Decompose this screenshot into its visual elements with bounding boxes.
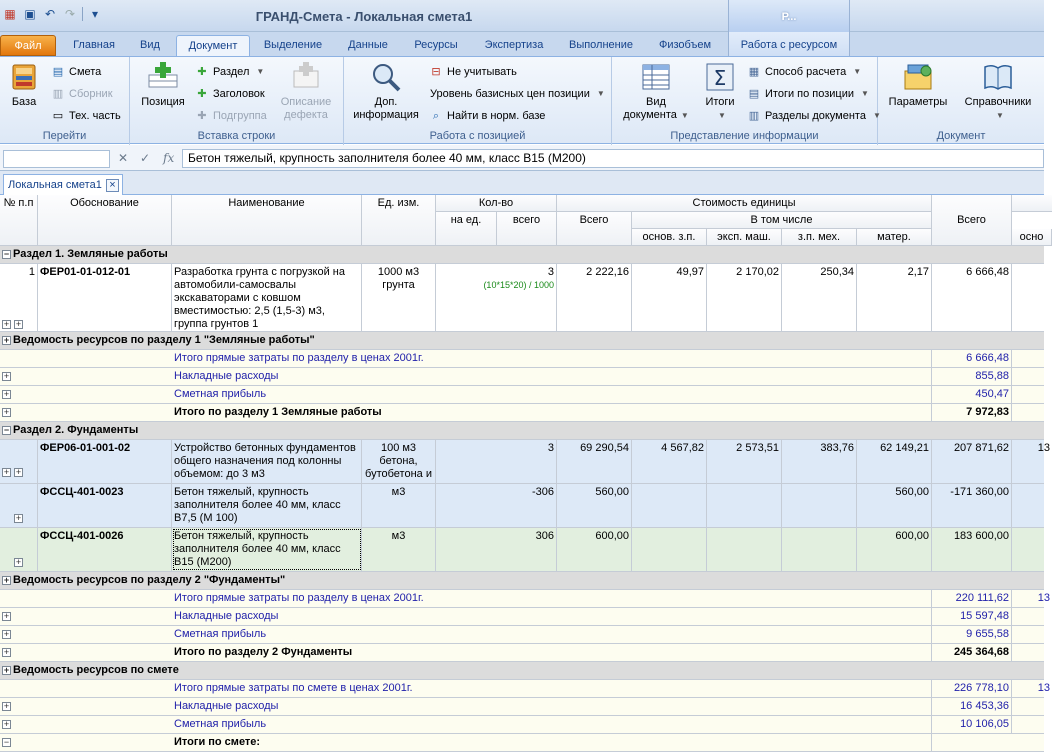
resource-sheet-title: Ведомость ресурсов по смете [13, 664, 179, 676]
group-view-info [612, 57, 881, 145]
materials: 62 149,21 [857, 440, 932, 483]
group-goto [0, 57, 130, 145]
add-header-icon: ✚ [197, 88, 207, 100]
base-salary: 4 567,82 [632, 440, 707, 483]
summary-label: Итоги по смете: [172, 734, 932, 751]
header-per-unit[interactable]: на ед. [436, 212, 497, 246]
summary-value: 220 111,62 [932, 590, 1012, 607]
name-box[interactable] [3, 150, 110, 168]
chevron-down-icon: ▼ [256, 67, 265, 76]
tab-file[interactable]: Файл [0, 35, 56, 56]
summary-row[interactable] [0, 404, 1044, 422]
expand-icon[interactable]: + [3, 335, 10, 345]
resource-sheet-row[interactable] [0, 572, 1044, 590]
summary-row[interactable] [0, 644, 1044, 662]
svg-text:Σ: Σ [713, 66, 727, 90]
summary-value: 9 655,58 [932, 626, 1012, 643]
header-button[interactable] [194, 85, 265, 103]
collapse-icon[interactable]: − [3, 425, 10, 435]
group-document-label: Документ [936, 130, 986, 142]
unit: м3 [362, 528, 436, 571]
base-button[interactable] [6, 61, 42, 109]
unit-cost: 69 290,54 [557, 440, 632, 483]
summary-value: 450,47 [932, 386, 1012, 403]
add-section-icon: ✚ [197, 66, 207, 78]
summary-row[interactable] [0, 716, 1044, 734]
references-label: Справочники [964, 96, 1032, 108]
calc-method-label: Способ расчета [765, 66, 847, 78]
chevron-down-icon: ▼ [996, 111, 1004, 120]
summary-value: 245 364,68 [932, 644, 1012, 661]
doc-sections-button[interactable] [746, 107, 881, 125]
summary-label: Итого по разделу 2 Фундаменты [172, 644, 932, 661]
doc-sections-icon: ▥ [748, 110, 760, 122]
price-level-button[interactable] [430, 85, 605, 103]
expand-icon[interactable]: + [3, 389, 10, 399]
materials: 2,17 [857, 264, 932, 331]
grid-header [0, 195, 1044, 246]
summary-value: 15 597,48 [932, 608, 1012, 625]
calc-method-icon: ▦ [748, 66, 760, 78]
machine-cost: 2 573,51 [707, 440, 782, 483]
additional-info-label: Доп. информация [353, 96, 419, 121]
header-materials[interactable]: матер. [857, 229, 932, 246]
tech-part-button[interactable] [50, 107, 121, 125]
quantity-formula: (10*15*20) / 1000 [483, 280, 554, 290]
summary-row[interactable] [0, 386, 1044, 404]
defect-description-button[interactable] [276, 61, 336, 122]
tab-home[interactable]: Главная [73, 39, 115, 51]
customize-qat-icon[interactable]: ▾ [91, 7, 99, 21]
position-button[interactable] [138, 61, 188, 109]
summary-label: Сметная прибыль [172, 626, 932, 643]
summary-value: 10 106,05 [932, 716, 1012, 733]
summary-row[interactable] [0, 368, 1044, 386]
totals-button[interactable] [700, 61, 740, 122]
unit: 1000 м3 грунта [362, 264, 436, 331]
window-title: ГРАНД-Смета - Локальная смета1 [255, 9, 473, 24]
total: 207 871,62 [932, 440, 1012, 483]
extra-value: 13 [1037, 682, 1050, 694]
mech-salary: 383,76 [782, 440, 857, 483]
app-icon[interactable]: ▦ [4, 7, 16, 21]
tab-selection[interactable]: Выделение [263, 39, 323, 51]
machine-cost [707, 484, 782, 527]
expand-icon[interactable]: + [3, 647, 10, 657]
total: 183 600,00 [932, 528, 1012, 571]
summary-row[interactable] [0, 608, 1044, 626]
extra-value: 13 [1037, 442, 1050, 454]
chevron-down-icon: ▼ [596, 89, 605, 98]
table-row[interactable] [0, 440, 1050, 484]
find-icon: ⌕ [432, 110, 440, 122]
header-mech-salary[interactable]: з.п. мех. [782, 229, 857, 246]
collection-icon: ▥ [52, 88, 64, 100]
item-name: Устройство бетонных фундаментов общего назначения под колонны объемом: до 3 м3 [172, 440, 362, 483]
magnifier-icon [370, 61, 402, 93]
group-insert-row [130, 57, 344, 145]
ignore-label: Не учитывать [447, 66, 517, 78]
estimate-icon: ▤ [52, 66, 64, 78]
summary-label: Итого прямые затраты по разделу в ценах 2001г. [172, 350, 932, 367]
header-base[interactable]: осно [1012, 229, 1052, 246]
document-icon: ▭ [52, 110, 64, 122]
justification-code: ФССЦ-401-0023 [38, 484, 172, 527]
ribbon [0, 56, 1044, 144]
find-in-base-button[interactable] [428, 107, 545, 125]
save-icon[interactable]: ▣ [24, 7, 36, 21]
base-salary [632, 484, 707, 527]
formula-bar [0, 145, 1044, 171]
group-insert-label: Вставка строки [197, 130, 276, 142]
resource-sheet-title: Ведомость ресурсов по разделу 1 "Земляные работы" [13, 334, 315, 346]
chevron-down-icon: ▼ [680, 111, 689, 120]
justification-code: ФССЦ-401-0026 [38, 528, 172, 571]
justification-code: ФЕР01-01-012-01 [38, 264, 172, 331]
summary-label: Итого прямые затраты по разделу в ценах 2001г. [172, 590, 932, 607]
expand-icon[interactable]: + [3, 407, 10, 417]
machine-cost: 2 170,02 [707, 264, 782, 331]
header-justification[interactable]: Обоснование [38, 195, 172, 246]
smeta-label: Смета [69, 66, 102, 78]
mech-salary [782, 528, 857, 571]
header-unit-cost[interactable]: Стоимость единицы [557, 195, 932, 212]
quantity-value: 306 [436, 528, 557, 571]
quantity-value: -306 [436, 484, 557, 527]
ignore-button[interactable] [428, 63, 517, 81]
tab-expertise[interactable]: Экспертиза [484, 39, 544, 51]
summary-label: Итого прямые затраты по смете в ценах 2001г. [172, 680, 932, 697]
tab-view[interactable]: Вид [140, 39, 160, 51]
table-row[interactable] [0, 484, 1044, 528]
header-including[interactable]: В том числе [632, 212, 932, 229]
tech-part-label: Тех. часть [69, 110, 121, 122]
sbornik-button[interactable] [50, 85, 113, 103]
totals-label: Итоги [705, 96, 735, 108]
header-total[interactable]: Всего [932, 195, 1012, 246]
unit-cost: 600,00 [557, 528, 632, 571]
calc-method-button[interactable] [746, 63, 861, 81]
find-in-base-label: Найти в норм. базе [447, 110, 546, 122]
item-name: Разработка грунта с погрузкой на автомобили-самосвалы экскаваторами с ковшом вместимостью: 2,5 (1,5-3) м3, группа грунтов 1 [172, 264, 362, 331]
table-row[interactable] [0, 528, 1044, 572]
title-bar [0, 0, 1044, 32]
section-row[interactable] [0, 246, 1044, 264]
header-base-salary[interactable]: основ. з.п. [632, 229, 707, 246]
summary-value: 855,88 [932, 368, 1012, 385]
section-row[interactable] [0, 422, 1044, 440]
summary-label: Сметная прибыль [172, 386, 932, 403]
group-view-label: Представление информации [670, 130, 819, 142]
additional-info-button[interactable] [350, 61, 422, 122]
tab-execution[interactable]: Выполнение [568, 39, 634, 51]
parameters-icon [902, 61, 934, 93]
group-goto-label: Перейти [42, 130, 87, 142]
smeta-button[interactable] [50, 63, 101, 81]
unit-cost: 560,00 [557, 484, 632, 527]
summary-value: 7 972,83 [932, 404, 1012, 421]
subgroup-label: Подгруппа [213, 110, 267, 122]
summary-label: Накладные расходы [172, 608, 932, 625]
parameters-button[interactable] [886, 61, 950, 109]
position-label: Позиция [141, 96, 185, 108]
sbornik-label: Сборник [69, 88, 113, 100]
parameters-label: Параметры [888, 96, 948, 108]
position-totals-button[interactable] [746, 85, 869, 103]
summary-value: 226 778,10 [932, 680, 1012, 697]
tab-resource-work[interactable]: Работа с ресурсом [728, 32, 850, 56]
machine-cost [707, 528, 782, 571]
group-document [878, 57, 1044, 145]
function-icon[interactable]: fx [163, 151, 175, 165]
add-position-icon [147, 61, 179, 93]
mech-salary [782, 484, 857, 527]
item-name: Бетон тяжелый, крупность заполнителя более 40 мм, класс В7,5 (М 100) [172, 484, 362, 527]
materials: 560,00 [857, 484, 932, 527]
close-icon[interactable]: × [106, 179, 119, 192]
mech-salary: 250,34 [782, 264, 857, 331]
tab-data[interactable]: Данные [348, 39, 388, 51]
tab-document[interactable]: Документ [176, 35, 250, 56]
ignore-icon: ⊟ [431, 66, 441, 78]
base-label: База [11, 96, 37, 108]
table-row[interactable] [0, 264, 1044, 332]
estimate-grid [0, 195, 1050, 748]
total: -171 360,00 [932, 484, 1012, 527]
expand-icon[interactable]: + [15, 319, 22, 329]
expand-icon[interactable]: + [3, 371, 10, 381]
doc-sections-label: Разделы документа [765, 110, 866, 122]
group-position-label: Работа с позицией [429, 130, 526, 142]
summary-row[interactable] [0, 350, 1044, 368]
sigma-icon [704, 61, 736, 93]
doc-tab-label: Локальная смета1 [8, 179, 102, 191]
header-num[interactable]: № п.п [0, 195, 38, 246]
collapse-icon[interactable]: − [3, 737, 10, 747]
summary-value: 16 453,36 [932, 698, 1012, 715]
quantity-value: 3 [436, 440, 557, 483]
chevron-down-icon: ▼ [861, 89, 869, 98]
justification-code: ФЕР06-01-001-02 [38, 440, 172, 483]
chevron-down-icon: ▼ [872, 111, 881, 120]
subgroup-button[interactable] [194, 107, 267, 125]
resource-sheet-row[interactable] [0, 332, 1044, 350]
summary-row[interactable] [0, 626, 1044, 644]
unit: м3 [362, 484, 436, 527]
header-machine-op[interactable]: эксп. маш. [707, 229, 782, 246]
base-salary [632, 528, 707, 571]
position-totals-label: Итоги по позиции [765, 88, 855, 100]
defect-icon [290, 61, 322, 93]
total: 6 666,48 [932, 264, 1012, 331]
section-label: Раздел [213, 66, 250, 78]
confirm-icon[interactable]: ✓ [140, 151, 151, 165]
section-title: Раздел 1. Земляные работы [13, 248, 168, 260]
references-button[interactable] [958, 61, 1038, 122]
quantity-cell [436, 264, 557, 331]
summary-row[interactable] [0, 590, 1050, 608]
extra-value: 13 [1037, 592, 1050, 604]
expand-icon[interactable]: + [15, 467, 22, 477]
summary-label: Накладные расходы [172, 698, 932, 715]
defect-label: Описание дефекта [280, 96, 332, 121]
expand-icon[interactable]: + [3, 719, 10, 729]
group-position-work [344, 57, 612, 145]
resource-sheet-row[interactable] [0, 662, 1044, 680]
item-name[interactable]: Бетон тяжелый, крупность заполнителя более 40 мм, класс В15 (М200) [172, 528, 362, 571]
chevron-down-icon: ▼ [718, 111, 726, 120]
materials: 600,00 [857, 528, 932, 571]
section-title: Раздел 2. Фундаменты [13, 424, 139, 436]
unit: 100 м3 бетона, бутобетона и [362, 440, 436, 483]
summary-row[interactable] [0, 698, 1044, 716]
collapse-icon[interactable]: − [3, 249, 10, 259]
position-totals-icon: ▤ [748, 88, 760, 100]
header-quantity-total[interactable]: всего [497, 212, 557, 246]
redo-icon[interactable]: ↷ [64, 7, 76, 21]
expand-icon[interactable]: + [15, 557, 22, 567]
formula-input[interactable]: Бетон тяжелый, крупность заполнителя более 40 мм, класс В15 (М200) [182, 149, 1044, 168]
summary-row[interactable] [0, 734, 1044, 752]
undo-icon[interactable]: ↶ [44, 7, 56, 21]
summary-label: Сметная прибыль [172, 716, 932, 733]
section-button[interactable] [194, 63, 264, 81]
doc-tab-local-estimate[interactable] [3, 174, 123, 195]
expand-icon[interactable]: + [3, 575, 10, 585]
document-tabs [0, 171, 1044, 195]
expand-icon[interactable]: + [3, 319, 10, 329]
header-quantity[interactable]: Кол-во [436, 195, 557, 212]
header-unit-cost-total[interactable]: Всего [557, 212, 632, 246]
quantity-value: 3 [547, 266, 554, 278]
summary-row[interactable] [0, 680, 1050, 698]
expand-icon[interactable]: + [3, 611, 10, 621]
chevron-down-icon: ▼ [853, 67, 862, 76]
summary-label: Накладные расходы [172, 368, 932, 385]
tab-volume[interactable]: Физобъем [658, 39, 712, 51]
expand-icon[interactable]: + [3, 665, 10, 675]
add-subgroup-icon: ✚ [197, 110, 207, 122]
summary-label: Итого по разделу 1 Земляные работы [172, 404, 932, 421]
row-number: 1 [0, 264, 38, 331]
expand-icon[interactable]: + [15, 513, 22, 523]
header-name[interactable]: Наименование [172, 195, 362, 246]
header-unit[interactable]: Ед. изм. [362, 195, 436, 246]
context-title: Р... [728, 0, 850, 32]
book-icon [982, 61, 1014, 93]
expand-icon[interactable]: + [3, 701, 10, 711]
tab-resources[interactable]: Ресурсы [414, 39, 458, 51]
cancel-icon[interactable]: ✕ [118, 151, 129, 165]
database-icon [8, 61, 40, 93]
ribbon-tabs [0, 32, 1044, 56]
expand-icon[interactable]: + [3, 467, 10, 477]
summary-value: 6 666,48 [932, 350, 1012, 367]
header-extra-group[interactable] [1012, 195, 1052, 212]
resource-sheet-title: Ведомость ресурсов по разделу 2 "Фундаменты" [13, 574, 286, 586]
price-level-label: Уровень базисных цен позиции [430, 88, 590, 100]
doc-view-label: Вид документа [623, 96, 677, 121]
unit-cost: 2 222,16 [557, 264, 632, 331]
expand-icon[interactable]: + [3, 629, 10, 639]
table-view-icon [640, 61, 672, 93]
base-salary: 49,97 [632, 264, 707, 331]
header-label: Заголовок [213, 88, 265, 100]
doc-view-button[interactable] [618, 61, 694, 122]
